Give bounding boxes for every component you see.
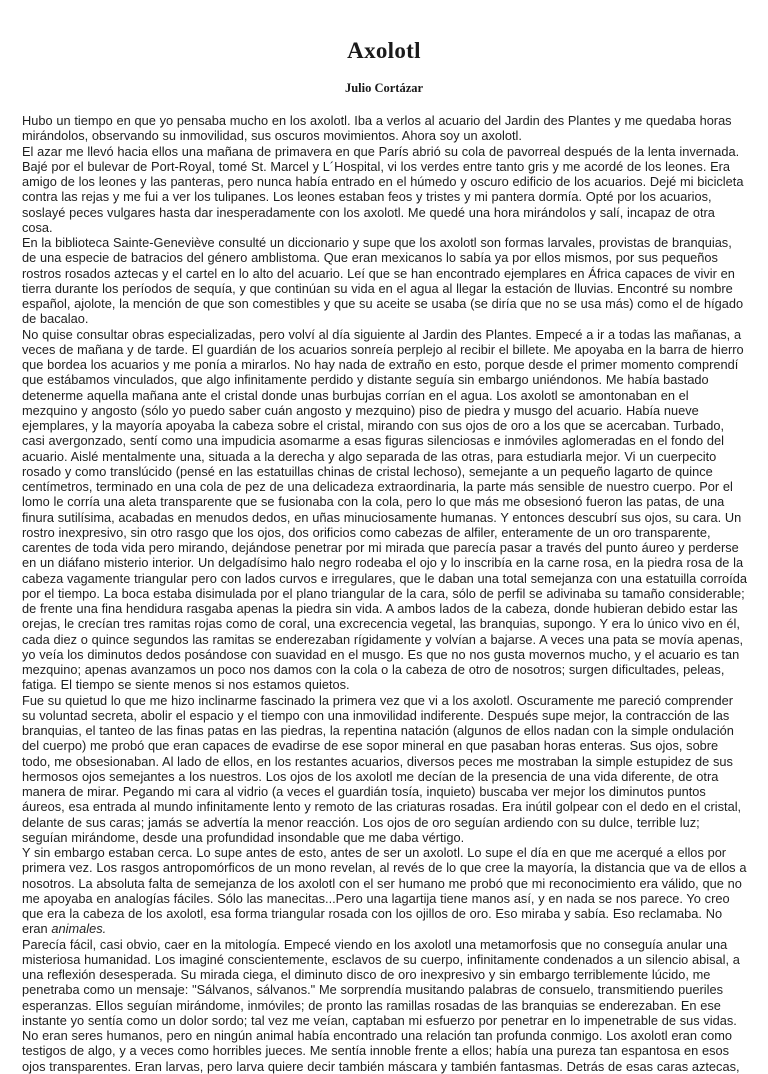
story-body [22, 113, 747, 1074]
page-title: Axolotl [347, 38, 421, 63]
paragraph: No quise consultar obras especializadas, pero volví al día siguiente al Jardin des Plantes. Empecé a ir a todas las mañanas, a veces de mañana y de tarde. El guardián de los acuarios sonreía perplejo al recibir el billete. Me apoyaba en la barra de hierro que bordea los acuarios y me ponía a mirarlos. No hay nada de extraño en esto, porque desde el primer momento comprendí que estábamos vinculados, que algo infinitamente perdido y distante seguía sin embargo uniéndonos. Me había bastado detenerme aquella mañana ante el cristal donde unas burbujas corrían en el agua. Los axolotl se amontonaban en el mezquino y angosto (sólo yo puedo saber cuán angosto y mezquino) piso de piedra y musgo del acuario. Había nueve ejemplares, y la mayoría apoyaba la cabeza sobre el cristal, mirando con sus ojos de oro a los que se acercaban. Turbado, casi avergonzado, sentí como una impudicia asomarme a esas figuras silenciosas e inmóviles aglomeradas en el fondo del acuario. Aislé mentalmente una, situada a la derecha y algo separada de las otras, para estudiarla mejor. Vi un cuerpecito rosado y como translúcido (pensé en las estatuillas chinas de cristal lechoso), semejante a un pequeño lagarto de quince centímetros, terminado en una cola de pez de una delicadeza extraordinaria, la parte más sensible de nuestro cuerpo. Por el lomo le corría una aleta transparente que se fusionaba con la cola, pero lo que más me obsesionó fueron las patas, de una finura sutilísima, acabadas en menudos dedos, en uñas minuciosamente humanas. Y entonces descubrí sus ojos, su cara. Un rostro inexpresivo, sin otro rasgo que los ojos, dos orificios como cabezas de alfiler, enteramente de un oro transparente, carentes de toda vida pero mirando, dejándose penetrar por mi mirada que parecía pasar a través del punto áureo y perderse en un diáfano misterio interior. Un delgadísimo halo negro rodeaba el ojo y lo inscribía en la carne rosa, en la piedra rosa de la cabeza vagamente triangular pero con lados curvos e irregulares, que le daban una total semejanza con una estatuilla corroída por el tiempo. La boca estaba disimulada por el plano triangular de la cara, sólo de perfil se adivinaba su tamaño considerable; de frente una fina hendidura rasgaba apenas la piedra sin vida. A ambos lados de la cabeza, donde hubieran debido estar las orejas, le crecían tres ramitas rojas como de coral, una excrecencia vegetal, las branquias, supongo. Y era lo único vivo en él, cada diez o quince segundos las ramitas se enderezaban rígidamente y volvían a bajarse. A veces una pata se movía apenas, yo veía los diminutos dedos posándose con suavidad en el musgo. Es que no nos gusta movernos mucho, y el acuario es tan mezquino; apenas avanzamos un poco nos damos con la cola o la cabeza de otro de nosotros; surgen dificultades, peleas, fatiga. El tiempo se siente menos si nos estamos quietos. [22, 326, 747, 693]
paragraph: El azar me llevó hacia ellos una mañana de primavera en que París abrió su cola de pavorreal después de la lenta invernada. Bajé por el bulevar de Port-Royal, tomé St. Marcel y L´Hospital, vi los verdes entre tanto gris y me acordé de los leones. Era amigo de los leones y las panteras, pero nunca había entrado en el húmedo y oscuro edificio de los acuarios. Dejé mi bicicleta contra las rejas y me fui a ver los tulipanes. Los leones estaban feos y tristes y mi pantera dormía. Opté por los acuarios, soslayé peces vulgares hasta dar inesperadamente con los axolotl. Me quedé una hora mirándolos y salí, incapaz de otra cosa. [22, 143, 744, 235]
paragraph: Hubo un tiempo en que yo pensaba mucho en los axolotl. Iba a verlos al acuario del Jardin des Plantes y me quedaba horas mirándolos, observando su inmovilidad, sus oscuros movimientos. Ahora soy un axolotl. [22, 113, 732, 144]
paragraph-text: Y sin embargo estaban cerca. Lo supe antes de esto, antes de ser un axolotl. Lo supe el día en que me acerqué a ellos por primera vez. Los rasgos antropomórficos de un mono revelan, al revés de lo que cree la mayoría, la distancia que va de ellos a nosotros. La absoluta falta de semejanza de los axolotl con el ser humano me probó que mi reconocimiento era válido, que no me apoyaba en analogías fáciles. Sólo las manecitas...Pero una lagartija tiene manos así, y en nada se nos parece. Yo creo que era la cabeza de los axolotl, esa forma triangular rosada con los ojillos de oro. Eso miraba y sabía. Eso reclamaba. No eran [22, 845, 747, 937]
emphasized-word: animales. [51, 921, 107, 937]
author-name: Julio Cortázar [344, 81, 424, 95]
paragraph: Parecía fácil, casi obvio, caer en la mitología. Empecé viendo en los axolotl una metamorfosis que no conseguía anular una misteriosa humanidad. Los imaginé conscientemente, esclavos de su cuerpo, infinitamente condenados a un silencio abisal, a una reflexión desesperada. Su mirada ciega, el diminuto disco de oro inexpresivo y sin embargo terriblemente lúcido, me penetraba como un mensaje: "Sálvanos, sálvanos." Me sorprendía musitando palabras de consuelo, transmitiendo pueriles esperanzas. Ellos seguían mirándome, inmóviles; de pronto las ramillas rosadas de las branquias se enderezaban. En ese instante yo sentía como un dolor sordo; tal vez me veían, captaban mi esfuerzo por penetrar en lo impenetrable de sus vidas. No eran seres humanos, pero en ningún animal había encontrado una relación tan profunda conmigo. Los axolotl eran como testigos de algo, y a veces como horribles jueces. Me sentía innoble frente a ellos; había una pureza tan espantosa en esos ojos transparentes. Eran larvas, pero larva quiere decir también máscara y también fantasmas. Detrás de esas caras aztecas, [22, 936, 740, 1074]
paragraph: Fue su quietud lo que me hizo inclinarme fascinado la primera vez que vi a los axolotl. Oscuramente me pareció comprender su voluntad secreta, abolir el espacio y el tiempo con una inmovilidad indiferente. Después supe mejor, la contracción de las branquias, el tanteo de las finas patas en las piedras, la repentina natación (algunos de ellos nadan con la simple ondulación del cuerpo) me probó que eran capaces de evadirse de ese sopor mineral en que pasaban horas enteras. Sus ojos, sobre todo, me obsesionaban. Al lado de ellos, en los restantes acuarios, diversos peces me mostraban la simple estupidez de sus hermosos ojos semejantes a los nuestros. Los ojos de los axolotl me decían de la presencia de una vida diferente, de otra manera de mirar. Pegando mi cara al vidrio (a veces el guardián tosía, inquieto) buscaba ver mejor los diminutos puntos áureos, esa entrada al mundo infinitamente lento y remoto de las criaturas rosadas. Era inútil golpear con el dedo en el cristal, delante de sus caras; jamás se advertía la menor reacción. Los ojos de oro seguían ardiendo con su dulce, terrible luz; seguían mirándome, desde una profundidad insondable que me daba vértigo. [22, 692, 742, 845]
paragraph [22, 845, 747, 937]
paragraph: En la biblioteca Sainte-Geneviève consulté un diccionario y supe que los axolotl son formas larvales, provistas de branquias, de una especie de batracios del género amblistoma. Que eran mexicanos lo sabía ya por ellos mismos, por sus pequeños rostros rosados aztecas y el cartel en lo alto del acuario. Leí que se han encontrado ejemplares en África capaces de vivir en tierra durante los períodos de sequía, y que continúan su vida en el agua al llegar la estación de lluvias. Encontré su nombre español, ajolote, la mención de que son comestibles y que su aceite se usaba (se diría que no se usa más) como el de hígado de bacalao. [22, 235, 744, 327]
